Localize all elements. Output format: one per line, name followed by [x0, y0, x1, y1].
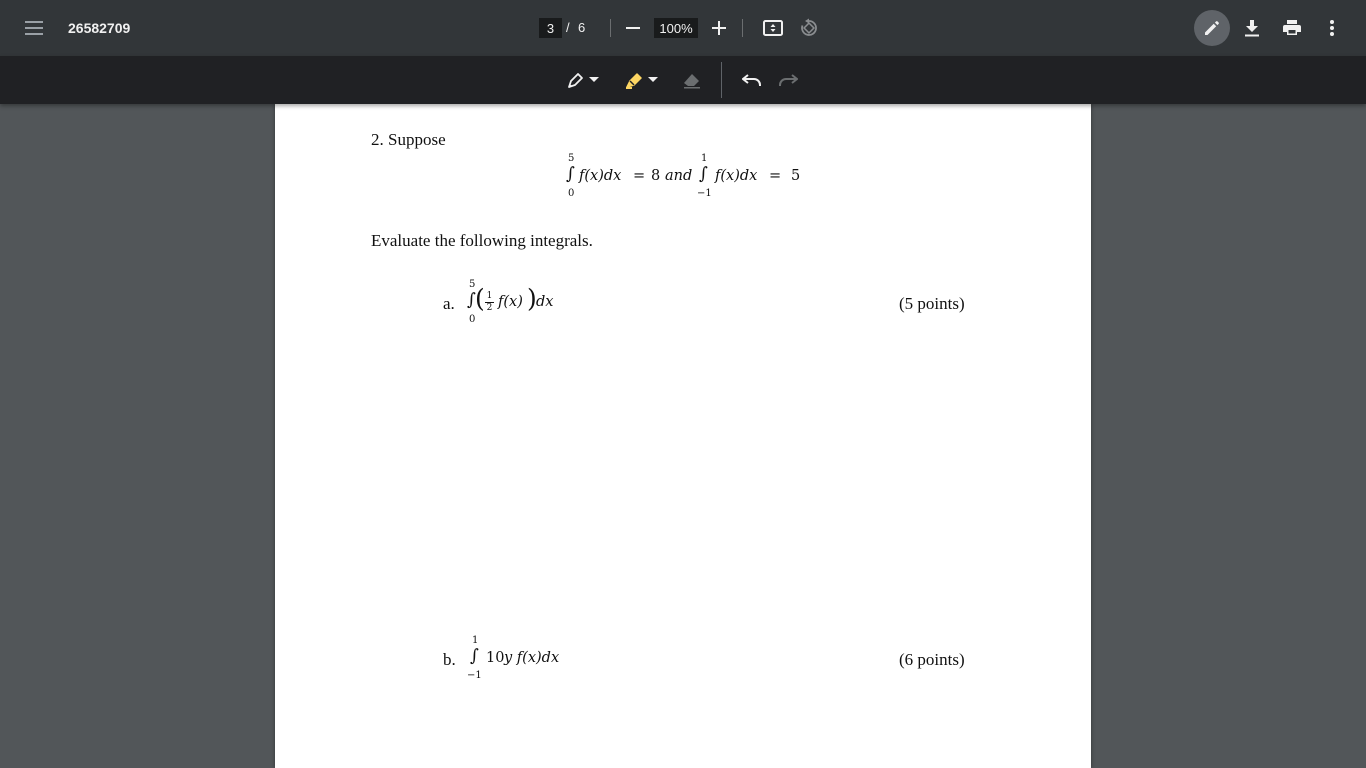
eraser-tool-button[interactable] [678, 66, 706, 94]
pen-edit-icon [1204, 20, 1220, 36]
highlighter-icon [624, 70, 644, 90]
hamburger-menu-icon[interactable] [18, 12, 50, 44]
integral-sign-icon: ∫ [470, 646, 479, 666]
given-value: 8 [651, 168, 661, 184]
integral-upper-limit: 1 [701, 153, 708, 164]
rotate-icon [799, 18, 819, 38]
page-number-input[interactable] [539, 18, 562, 38]
given-value: 5 [791, 168, 801, 184]
integral-lower-limit: 0 [568, 188, 575, 199]
pdf-toolbar [0, 0, 1366, 56]
fraction-denominator: 2 [486, 303, 493, 313]
part-a-points: (5 points) [899, 294, 965, 313]
integral-upper-limit: 5 [469, 279, 476, 290]
chevron-down-icon [589, 77, 599, 83]
more-actions-button[interactable] [1316, 12, 1348, 44]
part-b-points: (6 points) [899, 650, 965, 669]
equals-sign: = [633, 168, 646, 184]
instruction-text: Evaluate the following integrals. [371, 231, 593, 250]
zoom-level-input[interactable] [654, 18, 698, 38]
pen-icon [567, 71, 585, 89]
pen-tool-button[interactable] [562, 66, 604, 94]
print-icon [1283, 20, 1301, 36]
integrand: f(x)dx [579, 168, 622, 184]
highlighter-tool-button[interactable] [620, 66, 662, 94]
coefficient: 10 [486, 650, 505, 666]
part-b-label: b. [443, 650, 456, 669]
equals-sign: = [769, 168, 782, 184]
differential: dx [536, 294, 554, 310]
part-a-label: a. [443, 294, 455, 313]
left-paren: ( [475, 284, 485, 313]
chevron-down-icon [648, 77, 658, 83]
zoom-in-button[interactable] [706, 14, 732, 42]
rotate-button[interactable] [794, 12, 824, 44]
pdf-page [275, 104, 1091, 768]
redo-icon [778, 73, 798, 87]
plus-icon [712, 21, 726, 35]
download-button[interactable] [1236, 12, 1268, 44]
integral-lower-limit: −1 [467, 670, 482, 681]
undo-button[interactable] [738, 66, 766, 94]
eraser-icon [682, 71, 702, 89]
zoom-out-button[interactable] [620, 14, 646, 42]
toolbar-divider [610, 19, 611, 37]
more-vert-icon [1330, 20, 1334, 36]
annotation-toolbar [0, 56, 1366, 104]
integrand: y f(x)dx [504, 650, 560, 666]
question-heading: 2. Suppose [371, 130, 446, 149]
page-separator: / [566, 20, 570, 35]
integral-lower-limit: 0 [469, 314, 476, 325]
download-icon [1245, 20, 1259, 37]
annotation-divider [721, 62, 722, 98]
undo-icon [742, 73, 762, 87]
integral-lower-limit: −1 [697, 188, 712, 199]
annotate-pen-button[interactable] [1194, 10, 1230, 46]
integral-sign-icon: ∫ [467, 290, 476, 310]
integral-upper-limit: 5 [568, 153, 575, 164]
fraction-numerator: 1 [486, 291, 493, 301]
fit-to-page-button[interactable] [758, 12, 788, 44]
fit-to-page-icon [763, 20, 783, 36]
right-paren: ) [527, 284, 537, 313]
integral-sign-icon: ∫ [699, 164, 708, 184]
integral-upper-limit: 1 [472, 635, 479, 646]
total-pages: 6 [578, 20, 586, 35]
conjunction-text: and [665, 168, 693, 184]
integrand: f(x) [498, 294, 523, 310]
integrand: f(x)dx [715, 168, 758, 184]
print-button[interactable] [1276, 12, 1308, 44]
fraction [485, 292, 494, 313]
integral-sign-icon: ∫ [566, 164, 575, 184]
document-title: 26582709 [68, 20, 131, 36]
toolbar-divider [742, 19, 743, 37]
minus-icon [626, 27, 640, 29]
redo-button[interactable] [774, 66, 802, 94]
